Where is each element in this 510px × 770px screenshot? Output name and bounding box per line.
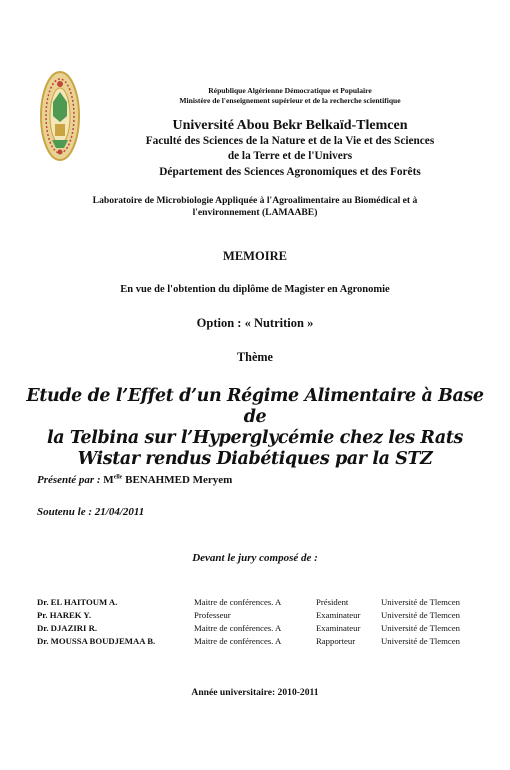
jury-row xyxy=(37,623,487,636)
presenter-line xyxy=(37,474,232,486)
republic-line: République Algérienne Démocratique et Populaire xyxy=(208,86,372,95)
laboratory-line-2: l'environnement (LAMAABE) xyxy=(192,207,318,218)
jury-member-rank: Maitre de conférences. A xyxy=(194,597,282,607)
jury-title: Devant le jury composé de : xyxy=(192,552,318,564)
thesis-title xyxy=(25,386,485,470)
faculty-line-1: Faculté des Sciences de la Nature et de la Vie et des Sciences xyxy=(145,135,435,147)
academic-year: Année universitaire: 2010-2011 xyxy=(191,687,319,698)
jury-member-affiliation: Université de Tlemcen xyxy=(381,610,460,620)
jury-member-role: Examinateur xyxy=(316,610,361,620)
thesis-title-line-3: Wistar rendus Diabétiques par la STZ xyxy=(77,449,433,469)
jury-member-rank: Professeur xyxy=(194,610,231,620)
jury-member-role: Rapporteur xyxy=(316,636,356,646)
thesis-title-line-2: la Telbina sur l’Hyperglycémie chez les Rats xyxy=(47,428,463,448)
jury-member-rank: Maitre de conférences. A xyxy=(194,623,282,633)
jury-row xyxy=(37,636,487,649)
ministry-line: Ministère de l'enseignement supérieur et de la recherche scientifique xyxy=(179,96,401,105)
jury-table xyxy=(37,597,487,649)
jury-member-role: Président xyxy=(316,597,349,607)
university-emblem-icon xyxy=(40,70,80,162)
thesis-title-line-1: Etude de l’Effet d’un Régime Alimentaire à Base de xyxy=(26,386,484,427)
laboratory-line-1: Laboratoire de Microbiologie Appliquée à l'Agroalimentaire au Biomédical et à xyxy=(92,195,418,206)
defense-date: Soutenu le : 21/04/2011 xyxy=(37,506,145,518)
jury-member-name: Dr. MOUSSA BOUDJEMAA B. xyxy=(37,636,156,646)
university-name: Université Abou Bekr Belkaïd-Tlemcen xyxy=(172,118,408,133)
presenter-name: BENAHMED Meryem xyxy=(125,474,233,486)
jury-member-affiliation: Université de Tlemcen xyxy=(381,623,460,633)
theme-label: Thème xyxy=(237,350,273,364)
memoire-heading: MEMOIRE xyxy=(223,249,287,263)
jury-member-affiliation: Université de Tlemcen xyxy=(381,597,460,607)
jury-member-affiliation: Université de Tlemcen xyxy=(381,636,460,646)
department-name: Département des Sciences Agronomiques et des Forêts xyxy=(159,166,421,178)
jury-member-role: Examinateur xyxy=(316,623,361,633)
presenter-label: Présenté par : xyxy=(37,474,101,486)
option-line: Option : « Nutrition » xyxy=(196,316,314,330)
jury-member-name: Dr. EL HAITOUM A. xyxy=(37,597,118,607)
jury-member-name: Dr. DJAZIRI R. xyxy=(37,623,98,633)
jury-member-rank: Maitre de conférences. A xyxy=(194,636,282,646)
jury-member-name: Pr. HAREK Y. xyxy=(37,610,92,620)
purpose-line: En vue de l'obtention du diplôme de Magister en Agronomie xyxy=(120,284,390,295)
faculty-line-2: de la Terre et de l'Univers xyxy=(227,150,353,162)
jury-row xyxy=(37,597,487,610)
presenter-title: $M^{elle}$ xyxy=(103,474,123,486)
jury-row xyxy=(37,610,487,623)
